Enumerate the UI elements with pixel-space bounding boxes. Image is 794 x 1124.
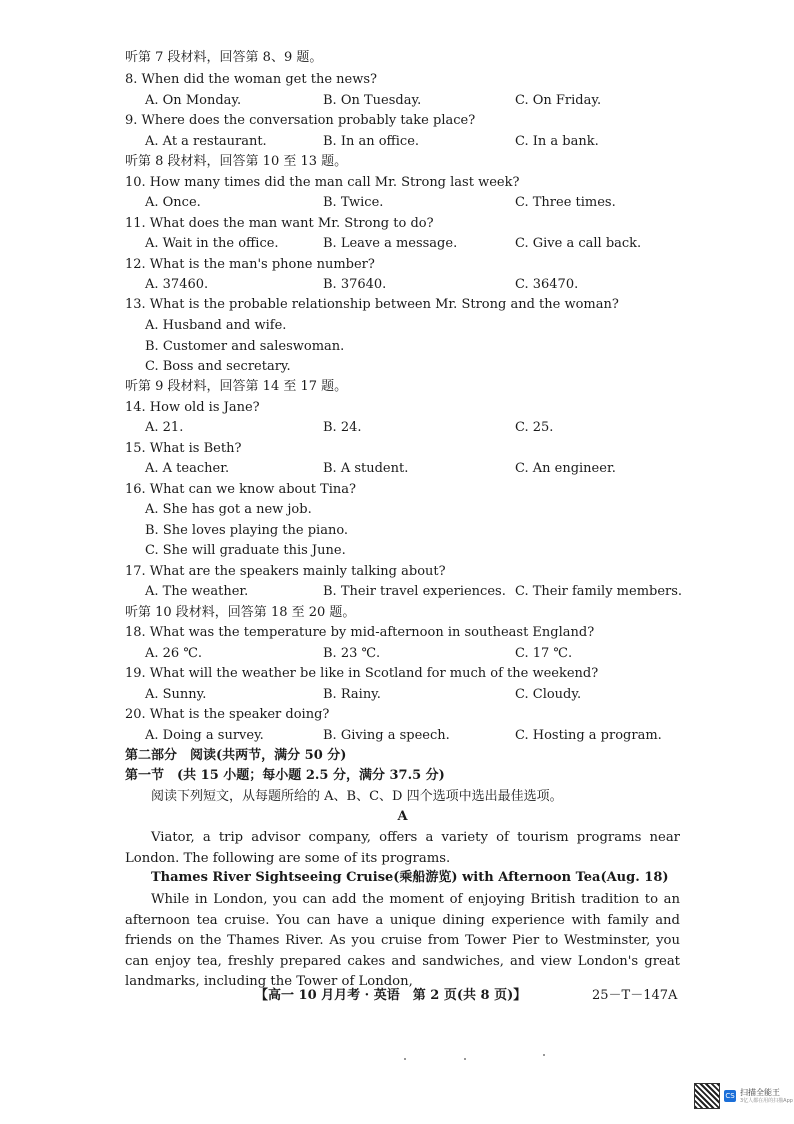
- question-19-option-b: B. Rainy.: [323, 687, 381, 702]
- question-9-option-a: A. At a restaurant.: [145, 134, 267, 149]
- question-8-option-a: A. On Monday.: [145, 93, 242, 108]
- question-18-stem: 18. What was the temperature by mid-afternoon in southeast England?: [125, 625, 595, 640]
- part-two-heading: 第二部分 阅读(共两节，满分 50 分): [125, 748, 347, 763]
- listening-instruction-9: 听第 9 段材料，回答第 14 至 17 题。: [125, 379, 348, 394]
- section-one-heading: 第一节 (共 15 小题；每小题 2.5 分，满分 37.5 分): [125, 768, 445, 783]
- question-12-option-a: A. 37460.: [145, 277, 209, 292]
- passage-paragraph-1-text: Viator, a trip advisor company, offers a variety of tourism programs near London. The following are some of its programs.: [125, 830, 680, 866]
- question-13-option-c: C. Boss and secretary.: [145, 359, 291, 374]
- qr-code-icon: [694, 1083, 720, 1109]
- page-footer-code: 25－T－147A: [592, 988, 678, 1003]
- question-11-option-c: C. Give a call back.: [515, 236, 642, 251]
- listening-instruction-7: 听第 7 段材料，回答第 8、9 题。: [125, 50, 323, 65]
- question-8-stem: 8. When did the woman get the news?: [125, 72, 377, 87]
- question-18-option-b: B. 23 ℃.: [323, 646, 381, 661]
- question-11-stem: 11. What does the man want Mr. Strong to do?: [125, 216, 434, 231]
- question-19-option-c: C. Cloudy.: [515, 687, 582, 702]
- question-17-option-c: C. Their family members.: [515, 584, 683, 599]
- question-10-option-c: C. Three times.: [515, 195, 616, 210]
- passage-paragraph-1: [125, 828, 680, 869]
- question-16-stem: 16. What can we know about Tina?: [125, 482, 357, 497]
- question-13-option-a: A. Husband and wife.: [145, 318, 287, 333]
- listening-instruction-10: 听第 10 段材料，回答第 18 至 20 题。: [125, 605, 356, 620]
- camscanner-logo-icon: CS: [725, 1092, 735, 1100]
- question-17-option-a: A. The weather.: [145, 584, 249, 599]
- scanner-app-tagline: 3亿人都在用的扫描App: [740, 1098, 793, 1104]
- question-11-option-b: B. Leave a message.: [323, 236, 458, 251]
- scanner-watermark: [694, 1083, 793, 1109]
- question-9-option-c: C. In a bank.: [515, 134, 599, 149]
- question-16-option-a: A. She has got a new job.: [145, 502, 312, 517]
- passage-letter: A: [397, 809, 408, 824]
- question-10-option-a: A. Once.: [145, 195, 201, 210]
- question-12-option-c: C. 36470.: [515, 277, 579, 292]
- question-20-option-a: A. Doing a survey.: [145, 728, 264, 743]
- scan-speck: [543, 1054, 545, 1056]
- question-15-option-a: A. A teacher.: [145, 461, 230, 476]
- question-16-option-c: C. She will graduate this June.: [145, 543, 346, 558]
- question-14-option-b: B. 24.: [323, 420, 362, 435]
- page-footer-label: 【高一 10 月月考 · 英语 第 2 页(共 8 页)】: [255, 988, 527, 1003]
- question-17-option-b: B. Their travel experiences.: [323, 584, 506, 599]
- question-10-option-b: B. Twice.: [323, 195, 384, 210]
- question-13-option-b: B. Customer and saleswoman.: [145, 339, 345, 354]
- scanner-app-name: 扫描全能王: [740, 1088, 780, 1097]
- question-8-option-b: B. On Tuesday.: [323, 93, 422, 108]
- question-18-option-a: A. 26 ℃.: [145, 646, 203, 661]
- question-17-stem: 17. What are the speakers mainly talking about?: [125, 564, 446, 579]
- question-12-option-b: B. 37640.: [323, 277, 387, 292]
- question-20-option-c: C. Hosting a program.: [515, 728, 662, 743]
- question-13-stem: 13. What is the probable relationship between Mr. Strong and the woman?: [125, 297, 619, 312]
- question-12-stem: 12. What is the man's phone number?: [125, 257, 375, 272]
- question-14-stem: 14. How old is Jane?: [125, 400, 260, 415]
- question-19-stem: 19. What will the weather be like in Scotland for much of the weekend?: [125, 666, 599, 681]
- scan-speck: [464, 1058, 466, 1060]
- scan-speck: [404, 1058, 406, 1060]
- question-11-option-a: A. Wait in the office.: [145, 236, 279, 251]
- listening-instruction-8: 听第 8 段材料，回答第 10 至 13 题。: [125, 154, 348, 169]
- question-8-option-c: C. On Friday.: [515, 93, 602, 108]
- question-19-option-a: A. Sunny.: [145, 687, 207, 702]
- question-14-option-a: A. 21.: [145, 420, 184, 435]
- question-14-option-c: C. 25.: [515, 420, 554, 435]
- passage-paragraph-2-text: While in London, you can add the moment of enjoying British tradition to an afternoon tea cruise. You can have a unique dining experience with family and friends on the Thames River. As you cruise from Tower Pier to Westminster, you can enjoy tea, freshly prepared cakes and sandwiches, and view London's great landmarks, including the Tower of London,: [125, 892, 680, 989]
- question-20-stem: 20. What is the speaker doing?: [125, 707, 330, 722]
- reading-instruction: 阅读下列短文，从每题所给的 A、B、C、D 四个选项中选出最佳选项。: [151, 789, 563, 804]
- question-9-stem: 9. Where does the conversation probably take place?: [125, 113, 476, 128]
- scanner-text-block: [740, 1088, 793, 1104]
- question-9-option-b: B. In an office.: [323, 134, 420, 149]
- question-10-stem: 10. How many times did the man call Mr. Strong last week?: [125, 175, 520, 190]
- question-20-option-b: B. Giving a speech.: [323, 728, 450, 743]
- question-15-stem: 15. What is Beth?: [125, 441, 242, 456]
- passage-subtitle: Thames River Sightseeing Cruise(乘船游览) with Afternoon Tea(Aug. 18): [151, 870, 669, 885]
- question-15-option-c: C. An engineer.: [515, 461, 616, 476]
- passage-paragraph-2: [125, 890, 680, 993]
- question-15-option-b: B. A student.: [323, 461, 409, 476]
- question-18-option-c: C. 17 ℃.: [515, 646, 573, 661]
- question-16-option-b: B. She loves playing the piano.: [145, 523, 349, 538]
